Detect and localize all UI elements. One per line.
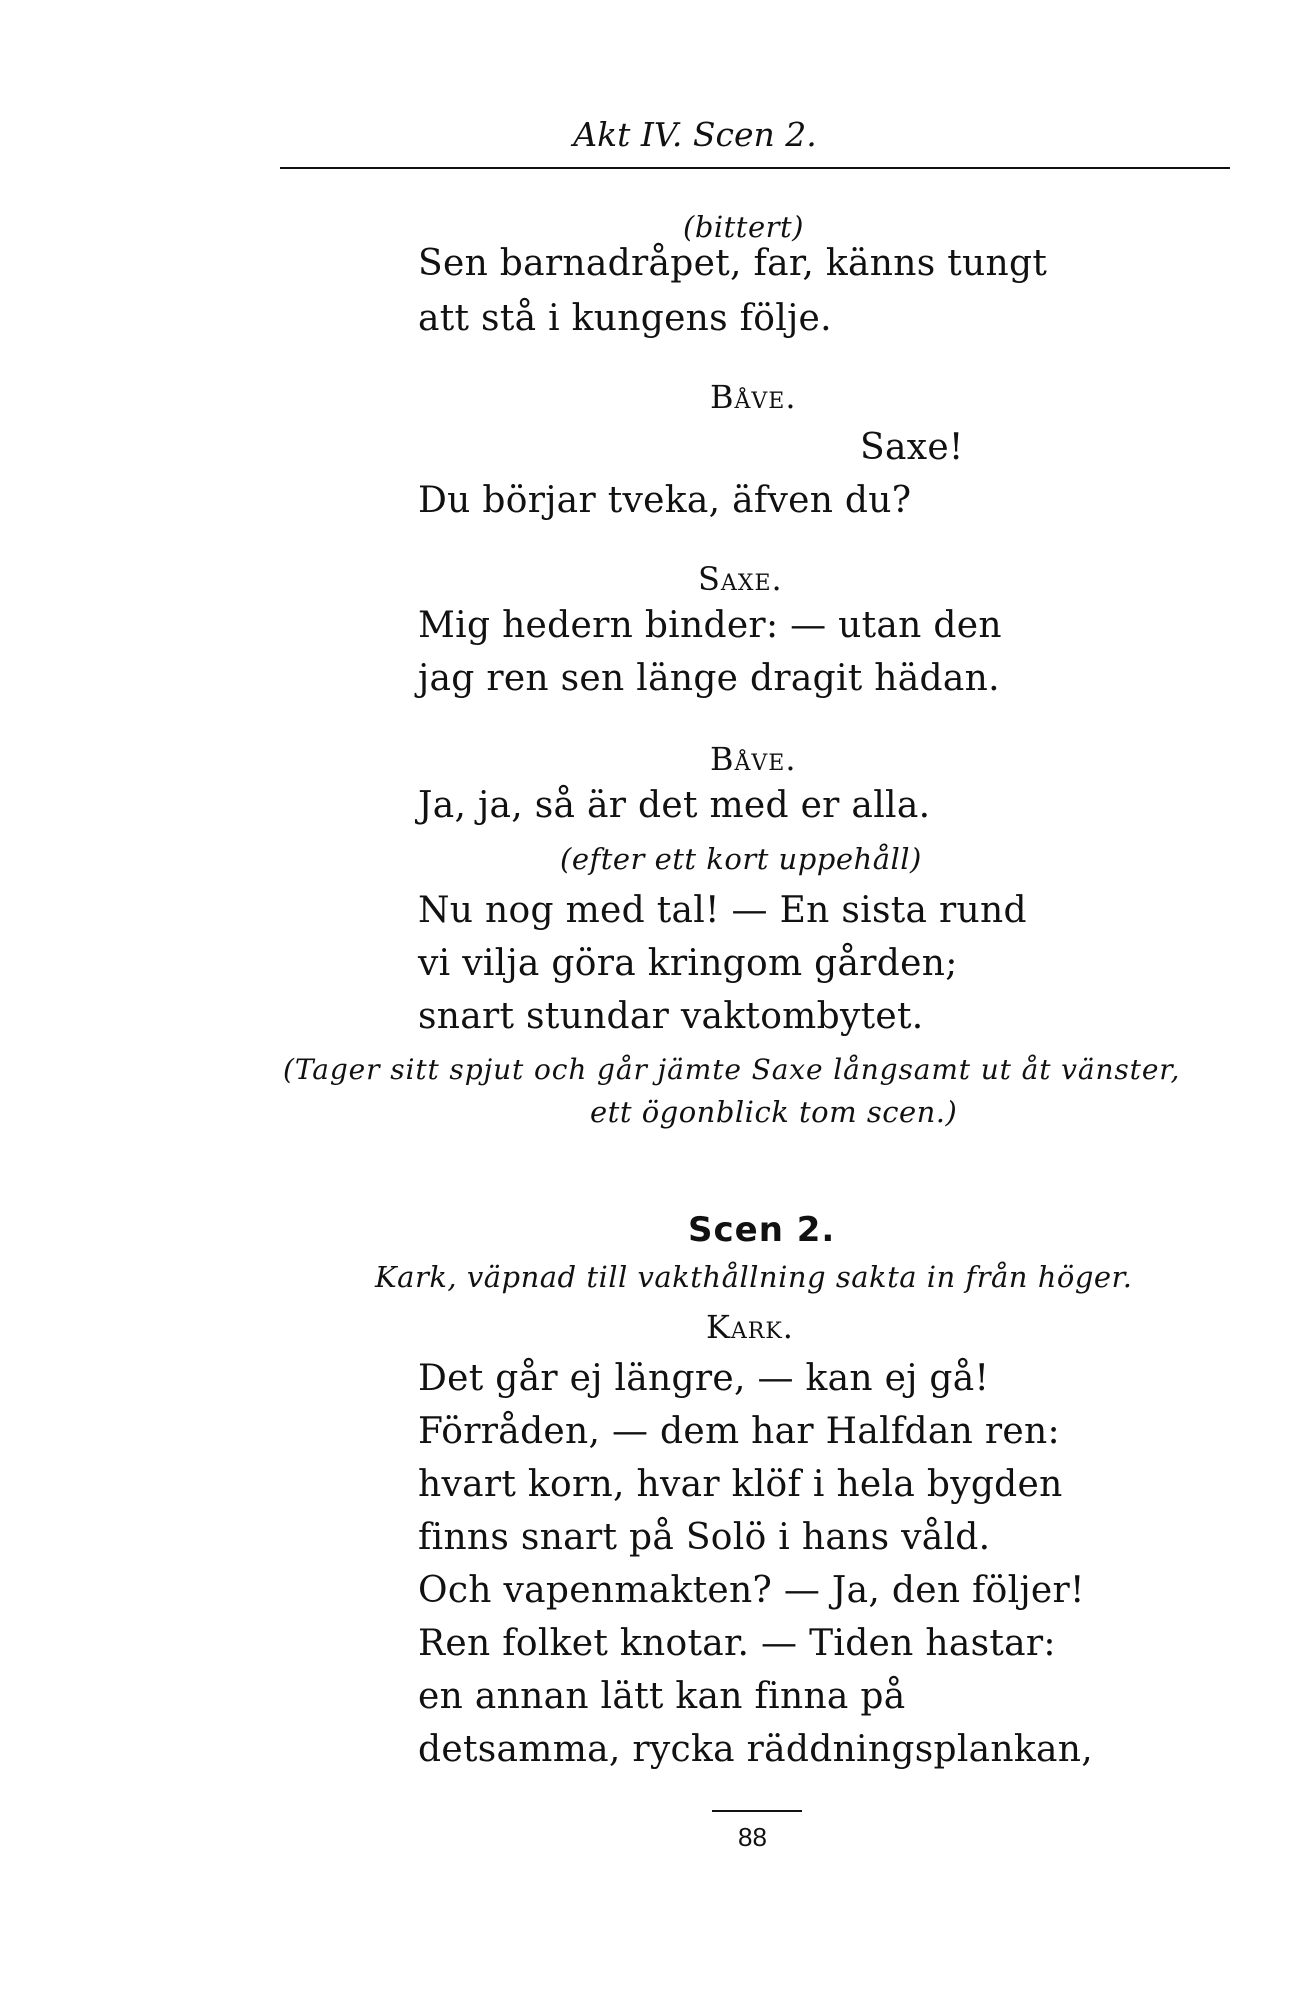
verse-line: Nu nog med tal! — En sista rund [418,890,1027,931]
header-rule [280,167,1230,169]
verse-line: vi vilja göra kringom gården; [418,943,958,984]
scene-title: Scen 2. [688,1210,836,1250]
verse-line: Saxe! [860,427,964,468]
verse-line: Det går ej längre, — kan ej gå! [418,1358,990,1399]
verse-line: hvart korn, hvar klöf i hela bygden [418,1464,1063,1505]
page-number: 88 [738,1822,767,1852]
verse-line: Ja, ja, så är det med er alla. [418,785,931,826]
speaker-kark: Kark. [706,1308,794,1346]
verse-line: Ren folket knotar. — Tiden hastar: [418,1623,1056,1664]
footer-rule [712,1810,802,1812]
stage-direction-pause: (efter ett kort uppehåll) [560,842,922,876]
verse-line: jag ren sen länge dragit hädan. [418,658,1000,699]
stage-direction-bittert: (bittert) [683,210,804,244]
speaker-bave: Båve. [710,740,797,778]
speaker-saxe: Saxe. [698,560,783,598]
verse-line: detsamma, rycka räddningsplankan, [418,1729,1093,1770]
verse-line: finns snart på Solö i hans våld. [418,1517,991,1558]
verse-line: Sen barnadråpet, far, känns tungt [418,243,1048,284]
running-header: Akt IV. Scen 2. [573,115,817,154]
stage-direction-enter: Kark, väpnad till vakthållning sakta in från höger. [375,1260,1133,1294]
verse-line: Mig hedern binder: — utan den [418,605,1002,646]
stage-direction-exit: (Tager sitt spjut och går jämte Saxe långsamt ut åt vänster, [283,1053,1181,1086]
verse-line: att stå i kungens följe. [418,298,832,339]
verse-line: Förråden, — dem har Halfdan ren: [418,1411,1060,1452]
verse-line: Du börjar tveka, äfven du? [418,480,912,521]
verse-line: Och vapenmakten? — Ja, den följer! [418,1570,1085,1611]
stage-direction-exit-cont: ett ögonblick tom scen.) [590,1095,958,1129]
verse-line: snart stundar vaktombytet. [418,996,924,1037]
speaker-bave: Båve. [710,378,797,416]
verse-line: en annan lätt kan finna på [418,1676,906,1717]
